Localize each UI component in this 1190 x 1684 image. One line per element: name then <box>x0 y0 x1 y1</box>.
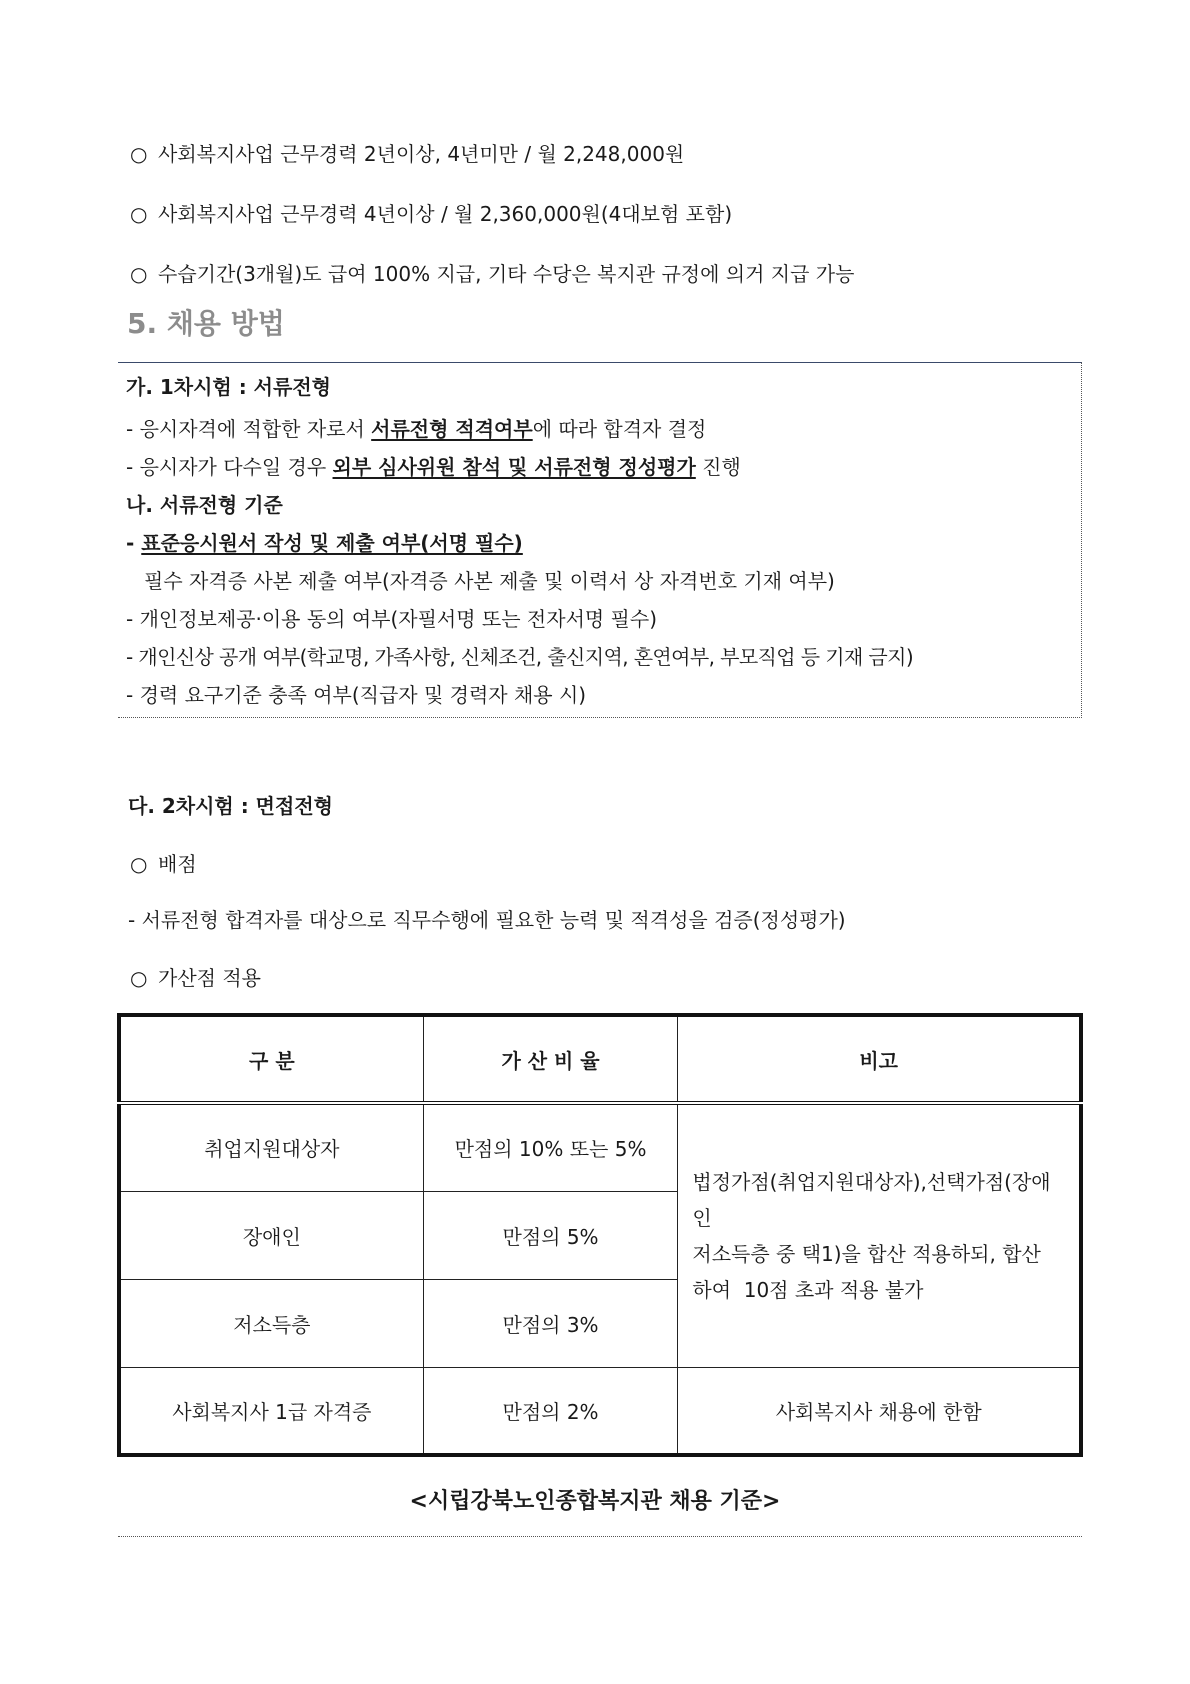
note-line: 법정가점(취업지원대상자),선택가점(장애인 <box>692 1169 1051 1230</box>
header-category: 구 분 <box>119 1015 423 1103</box>
cell-rate: 만점의 3% <box>423 1279 678 1367</box>
underlined-text: 외부 심사위원 참석 및 서류전형 정성평가 <box>332 455 696 479</box>
header-rate: 가 산 비 율 <box>423 1015 678 1103</box>
cell-rate: 만점의 2% <box>423 1367 678 1455</box>
underlined-text: 서류전형 적격여부 <box>371 417 533 441</box>
cell-category: 저소득층 <box>119 1279 423 1367</box>
cell-note-group <box>678 1103 1081 1367</box>
salary-text-1: 사회복지사업 근무경력 2년이상, 4년미만 / 월 2,248,000원 <box>158 142 685 166</box>
cell-category: 취업지원대상자 <box>119 1103 423 1191</box>
bottom-divider <box>118 1536 1082 1537</box>
text-segment: - 응시자가 다수일 경우 <box>126 455 333 479</box>
header-note: 비고 <box>678 1015 1081 1103</box>
salary-text-3: 수습기간(3개월)도 급여 100% 지급, 기타 수당은 복지관 규정에 의거 지급 가능 <box>158 262 855 286</box>
bonus-label: 가산점 적용 <box>158 966 261 990</box>
note-line: 저소득층 중 택1)을 합산 적용하되, 합산 <box>692 1241 1041 1266</box>
bullet-circle: ○ <box>130 262 148 286</box>
scoring-description: - 서류전형 합격자를 대상으로 직무수행에 필요한 능력 및 적격성을 검증(정성평가) <box>128 908 846 932</box>
first-exam-line-2 <box>126 451 741 480</box>
criteria-line-3: - 개인정보제공·이용 동의 여부(자필서명 또는 전자서명 필수) <box>126 607 658 631</box>
underlined-text: 표준응시원서 작성 및 제출 여부(서명 필수) <box>141 531 523 555</box>
criteria-line-1 <box>126 527 523 556</box>
section-heading: 5. 채용 방법 <box>127 307 285 340</box>
document-screening-box <box>118 362 1082 718</box>
text-segment: 에 따라 합격자 결정 <box>532 417 707 441</box>
criteria-line-5: - 경력 요구기준 충족 여부(직급자 및 경력자 채용 시) <box>126 683 587 707</box>
cell-category: 사회복지사 1급 자격증 <box>119 1367 423 1455</box>
bonus-points-table <box>117 1013 1083 1457</box>
table-row <box>119 1367 1081 1455</box>
cell-rate: 만점의 5% <box>423 1191 678 1279</box>
cell-note-last: 사회복지사 채용에 한함 <box>678 1367 1081 1455</box>
salary-line-2 <box>130 198 732 227</box>
salary-text-2: 사회복지사업 근무경력 4년이상 / 월 2,360,000원(4대보험 포함) <box>158 202 733 226</box>
scoring-label: 배점 <box>158 852 197 876</box>
note-line: 하여 10점 초과 적용 불가 <box>692 1277 924 1302</box>
criteria-title: 나. 서류전형 기준 <box>126 493 283 517</box>
scoring-line <box>130 848 197 877</box>
text-segment: 진행 <box>695 455 741 479</box>
first-exam-title: 가. 1차시험 : 서류전형 <box>126 375 331 399</box>
bullet-circle: ○ <box>130 202 148 226</box>
cell-rate: 만점의 10% 또는 5% <box>423 1103 678 1191</box>
text-segment: - 응시자격에 적합한 자로서 <box>126 417 372 441</box>
bullet-circle: ○ <box>130 966 148 990</box>
salary-line-3 <box>130 258 854 287</box>
criteria-line-2: 필수 자격증 사본 제출 여부(자격증 사본 제출 및 이력서 상 자격번호 기재 여부) <box>144 569 835 593</box>
salary-line-1 <box>130 138 684 167</box>
cell-category: 장애인 <box>119 1191 423 1279</box>
bullet-circle: ○ <box>130 142 148 166</box>
text-segment: - <box>126 531 142 555</box>
table-caption: <시립강북노인종합복지관 채용 기준> <box>409 1489 781 1514</box>
first-exam-line-1 <box>126 413 706 442</box>
table-header-row <box>119 1015 1081 1103</box>
table-row <box>119 1103 1081 1191</box>
second-exam-title: 다. 2차시험 : 면접전형 <box>128 794 333 818</box>
bonus-line <box>130 962 261 991</box>
criteria-line-4: - 개인신상 공개 여부(학교명, 가족사항, 신체조건, 출신지역, 혼연여부, 부모직업 등 기재 금지) <box>126 645 914 669</box>
bullet-circle: ○ <box>130 852 148 876</box>
